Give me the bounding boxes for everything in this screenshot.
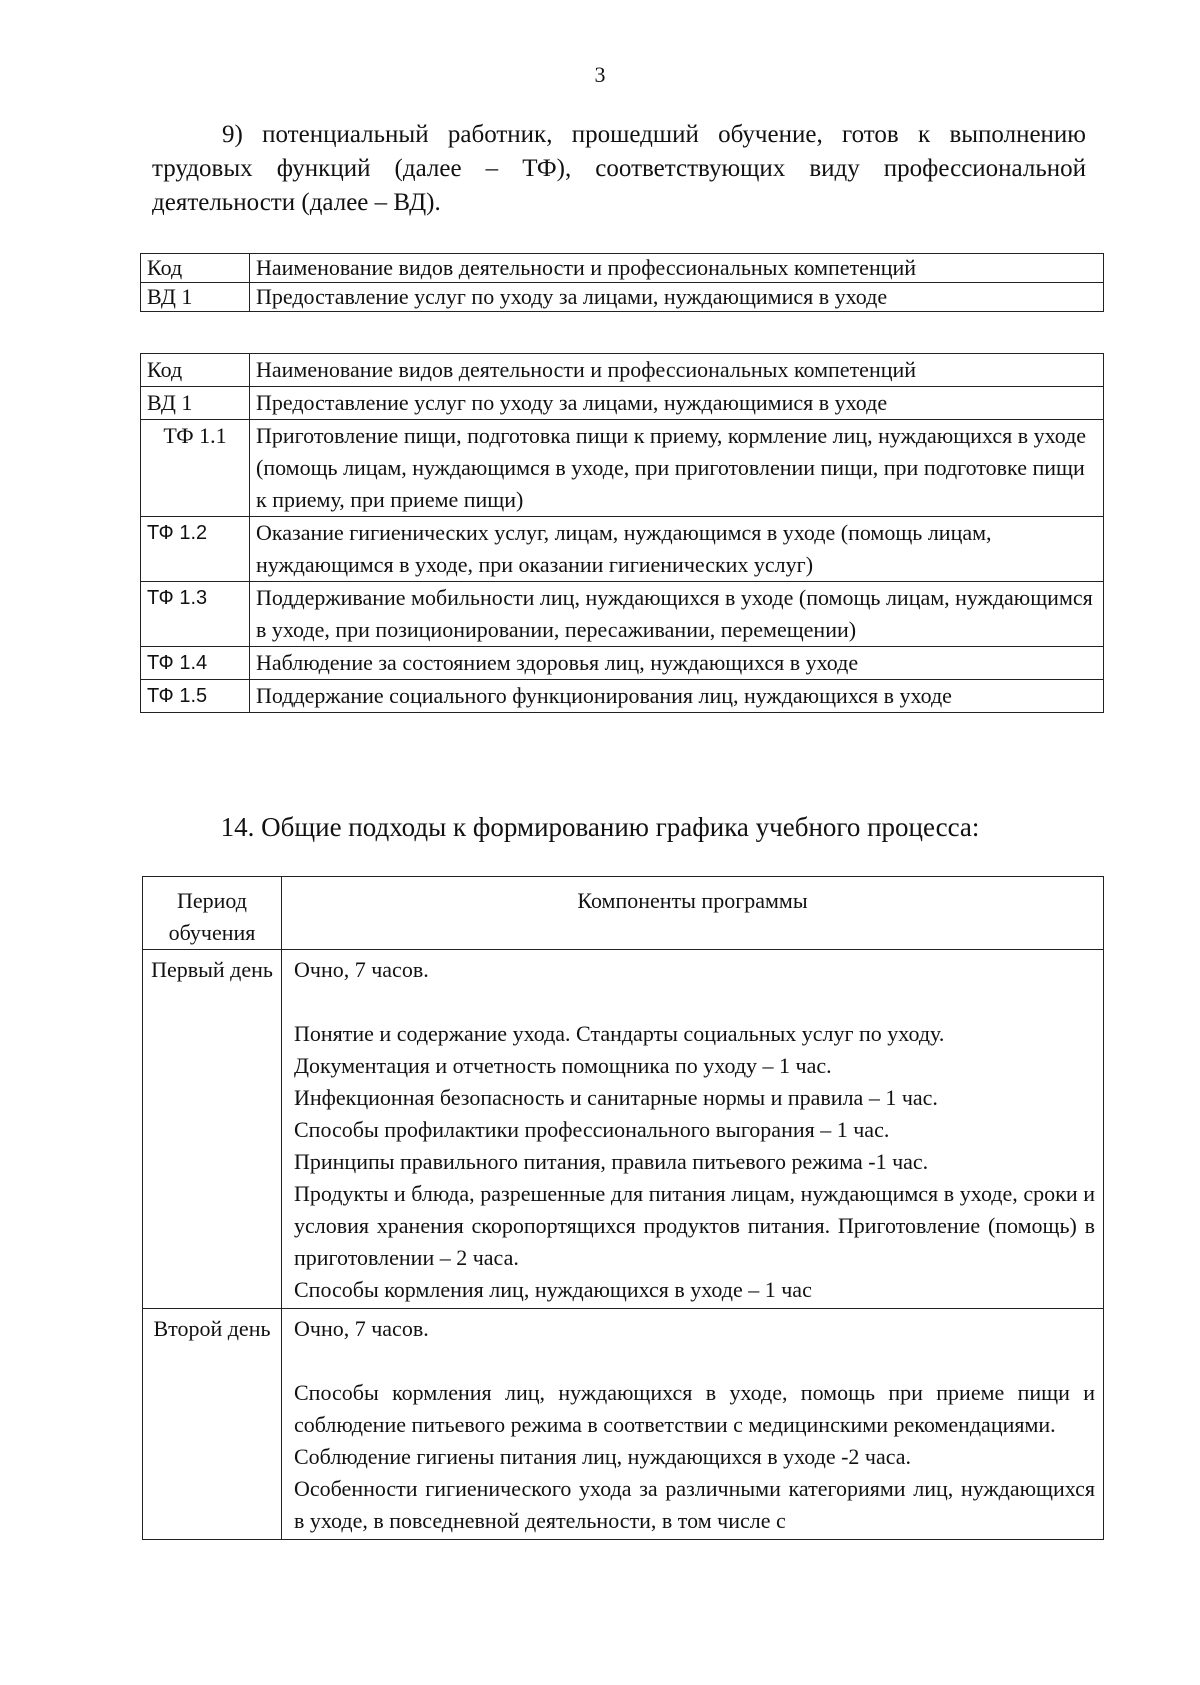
format-line: Очно, 7 часов. xyxy=(294,957,429,982)
schedule-table xyxy=(142,876,1104,1540)
code-cell: ТФ 1.1 xyxy=(141,420,250,517)
table-row xyxy=(143,950,1104,1309)
name-cell: Поддержание социального функционирования лиц, нуждающихся в уходе xyxy=(250,680,1104,713)
components-cell xyxy=(282,950,1104,1309)
code-cell: ТФ 1.5 xyxy=(141,680,250,713)
spacer xyxy=(294,986,1095,1018)
topic-line: Соблюдение гигиены питания лиц, нуждающихся в уходе -2 часа. xyxy=(294,1444,912,1469)
spacer xyxy=(294,1345,1095,1377)
name-header: Наименование видов деятельности и профессиональных компетенций xyxy=(250,254,1104,283)
components-header: Компоненты программы xyxy=(282,877,1104,950)
topic-line: Документация и отчетность помощника по уходу – 1 час. xyxy=(294,1053,832,1078)
table-row xyxy=(141,420,1104,517)
code-cell: ТФ 1.2 xyxy=(141,517,250,582)
name-header: Наименование видов деятельности и профессиональных компетенций xyxy=(250,354,1104,387)
name-cell: Предоставление услуг по уходу за лицами, нуждающимися в уходе xyxy=(250,387,1104,420)
topic-line: Продукты и блюда, разрешенные для питания лицам, нуждающимся в уходе, сроки и условия хранения скоропортящихся продуктов питания. Приготовление (помощь) в приготовлении – 2 часа. xyxy=(294,1181,1095,1270)
name-cell: Оказание гигиенических услуг, лицам, нуждающимся в уходе (помощь лицам, нуждающимся в уходе, при оказании гигиенических услуг) xyxy=(250,517,1104,582)
name-cell: Поддерживание мобильности лиц, нуждающихся в уходе (помощь лицам, нуждающимся в уходе, при позиционировании, пересаживании, перемещении) xyxy=(250,582,1104,647)
competency-summary-table xyxy=(140,253,1104,312)
period-cell: Второй день xyxy=(143,1309,282,1540)
table-header-row xyxy=(141,254,1104,283)
topic-line: Способы профилактики профессионального выгорания – 1 час. xyxy=(294,1117,890,1142)
table-header-row xyxy=(141,354,1104,387)
topic-line: Принципы правильного питания, правила питьевого режима -1 час. xyxy=(294,1149,929,1174)
table-row xyxy=(141,517,1104,582)
topic-line: Способы кормления лиц, нуждающихся в уходе, помощь при приеме пищи и соблюдение питьевого режима в соответствии с медицинскими рекомендациями. xyxy=(294,1380,1095,1437)
table-row xyxy=(141,283,1104,312)
topic-line: Понятие и содержание ухода. Стандарты социальных услуг по уходу. xyxy=(294,1021,945,1046)
code-cell: ТФ 1.4 xyxy=(141,647,250,680)
format-line: Очно, 7 часов. xyxy=(294,1316,429,1341)
intro-paragraph: 9) потенциальный работник, прошедший обучение, готов к выполнению трудовых функций (далее – ТФ), соответствующих виду профессиональной деятельности (далее – ВД). xyxy=(152,121,1086,216)
name-cell: Приготовление пищи, подготовка пищи к приему, кормление лиц, нуждающихся в уходе (помощь лицам, нуждающимся в уходе, при приготовлении пищи, при подготовке пищи к приему, при приеме пищи) xyxy=(250,420,1104,517)
table-row xyxy=(141,582,1104,647)
topic-line: Способы кормления лиц, нуждающихся в уходе – 1 час xyxy=(294,1277,812,1302)
components-cell xyxy=(282,1309,1104,1540)
period-cell: Первый день xyxy=(143,950,282,1309)
table-row xyxy=(141,680,1104,713)
code-cell: ВД 1 xyxy=(141,387,250,420)
table-row xyxy=(141,647,1104,680)
code-header: Код xyxy=(141,254,250,283)
section-title: 14. Общие подходы к формированию графика учебного процесса: xyxy=(220,812,980,842)
period-header: Период обучения xyxy=(143,877,282,950)
name-cell: Предоставление услуг по уходу за лицами, нуждающимися в уходе xyxy=(250,283,1104,312)
code-cell: ТФ 1.3 xyxy=(141,582,250,647)
name-cell: Наблюдение за состоянием здоровья лиц, нуждающихся в уходе xyxy=(250,647,1104,680)
topic-line: Инфекционная безопасность и санитарные нормы и правила – 1 час. xyxy=(294,1085,938,1110)
code-header: Код xyxy=(141,354,250,387)
table-row xyxy=(141,387,1104,420)
table-header-row xyxy=(143,877,1104,950)
topic-line: Особенности гигиенического ухода за различными категориями лиц, нуждающихся в уходе, в повседневной деятельности, в том числе с xyxy=(294,1476,1095,1533)
table-row xyxy=(143,1309,1104,1540)
code-cell: ВД 1 xyxy=(141,283,250,312)
competency-detail-table xyxy=(140,353,1104,713)
page-number: 3 xyxy=(594,62,606,87)
